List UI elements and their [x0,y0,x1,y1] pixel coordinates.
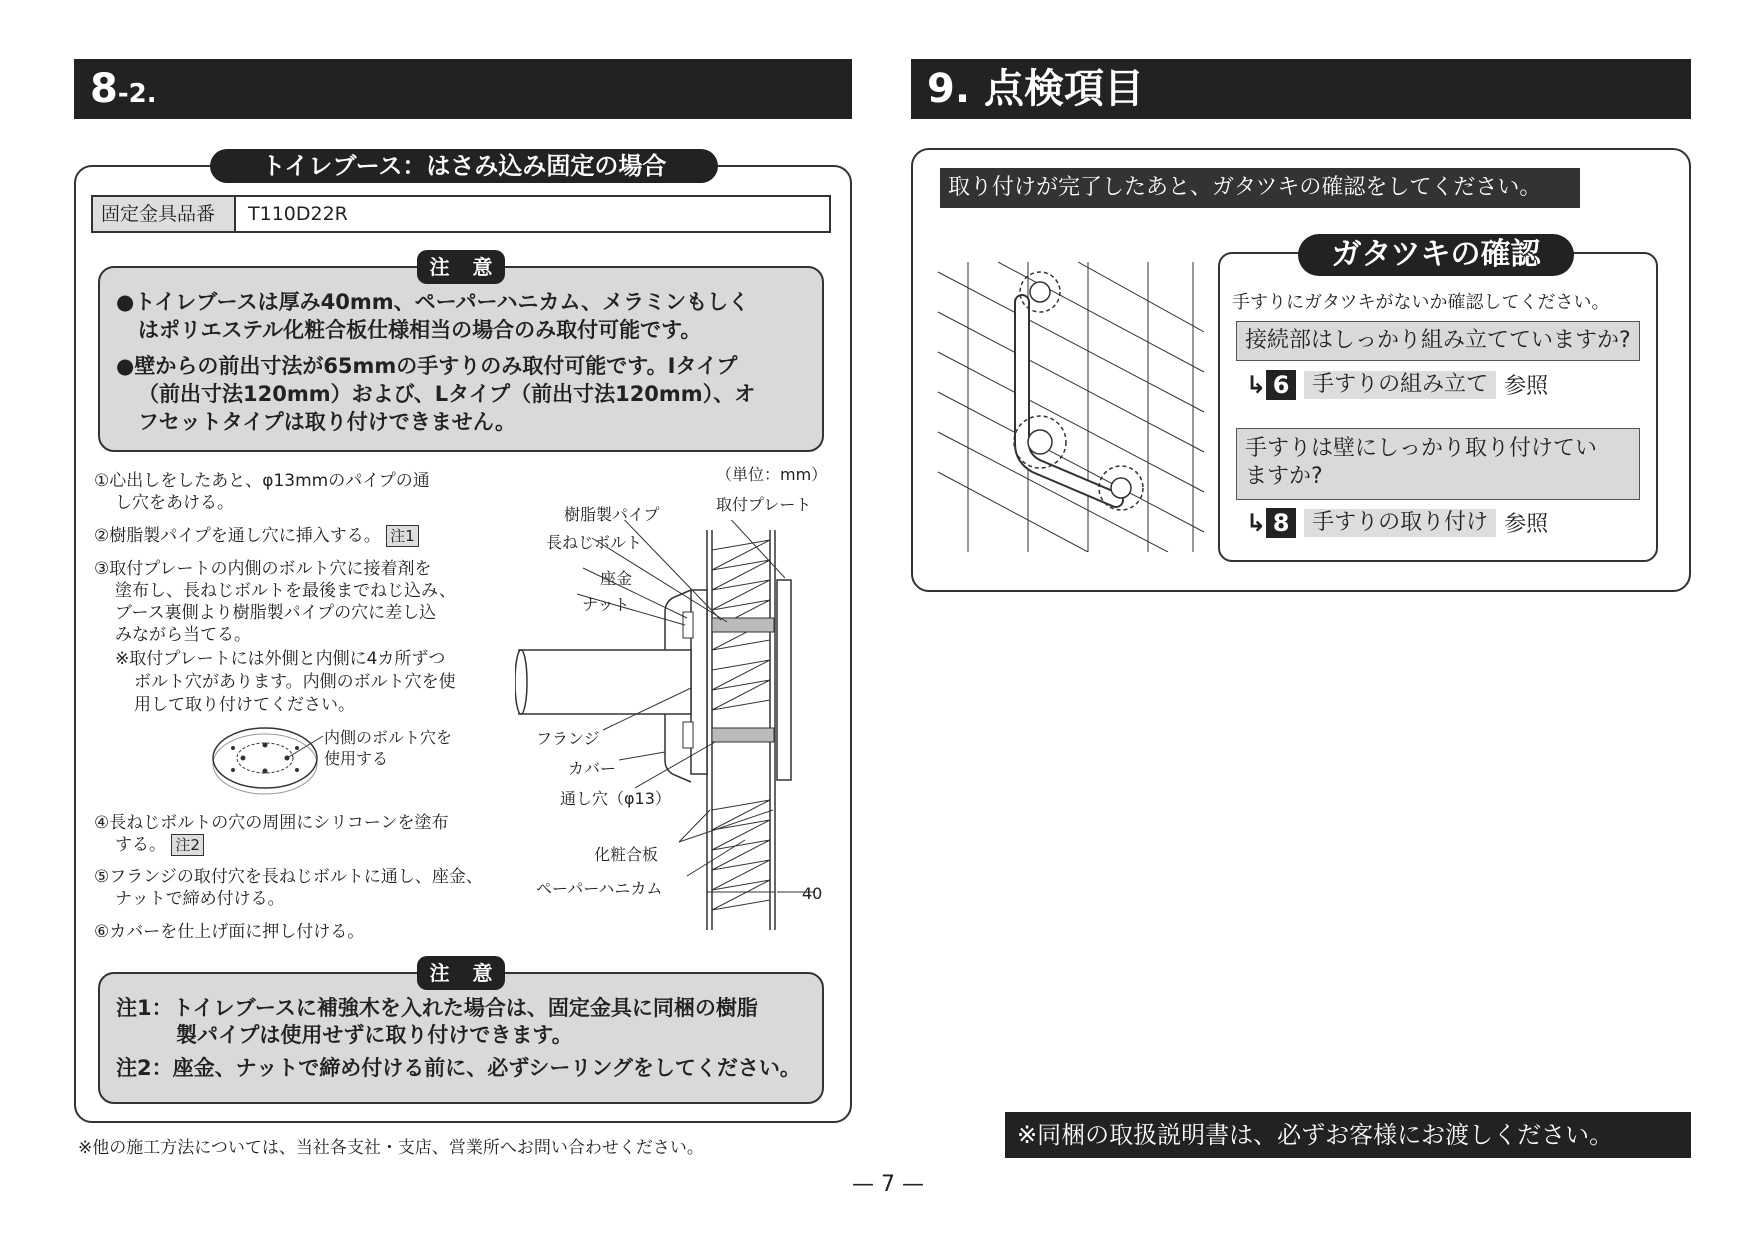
wobble-check-text: 手すりにガタツキがないか確認してください。 [1232,292,1610,313]
header-main: 8 [90,66,118,112]
arrow-icon: ↳ [1246,508,1267,537]
plate-label-b: 使用する [324,749,389,768]
label-through-hole: 通し穴（φ13） [560,789,671,808]
step-5a: ⑤フランジの取付穴を長ねじボルトに通し、座金、 [94,867,483,887]
caution-label-2: 注 意 [417,956,505,990]
caution2-line-1: 注1：トイレブースに補強木を入れた場合は、固定金具に同梱の樹脂 [116,996,758,1020]
caution1-line-2: はポリエステル化粧合板仕様相当の場合のみ取付可能です。 [138,318,702,342]
section-header-8-2 [74,59,852,119]
reference-6 [1246,369,1548,400]
spec-value: T110D22R [248,203,348,225]
step-3c: ブース裏側より樹脂製パイプの穴に差し込 [115,603,437,623]
step-3b: 塗布し、長ねじボルトを最後までねじ込み、 [115,581,457,601]
ref-6-number: 6 [1266,370,1296,400]
spec-row [91,195,831,233]
label-laminate: 化粧合板 [594,845,659,864]
caution1-line-5: フセットタイプは取り付けできません。 [138,410,516,434]
label-mounting-plate: 取付プレート [716,495,812,514]
label-resin-pipe: 樹脂製パイプ [564,505,660,524]
caution2-line-2: 製パイプは使用せずに取り付けできます。 [176,1023,573,1047]
footer-note-left: ※他の施工方法については、当社各支社・支店、営業所へお問い合わせください。 [78,1138,704,1158]
page-number: — 7 — [852,1172,924,1197]
ref-8-title: 手すりの取り付け [1304,509,1496,537]
mounting-plate-illustration [205,718,330,798]
plate-label-a: 内側のボルト穴を [324,728,453,747]
note-2-badge: 注2 [171,834,204,856]
reference-8 [1246,507,1548,538]
step-3d: みながら当てる。 [115,625,251,645]
label-honeycomb: ペーパーハニカム [536,879,663,898]
caution-label-1: 注 意 [417,250,505,284]
label-washer: 座金 [600,569,633,588]
step-3e: ※取付プレートには外側と内側に4カ所ずつ [115,649,446,669]
label-nut: ナット [582,595,630,614]
header-sub: -2. [117,79,157,109]
section-title: トイレブース：はさみ込み固定の場合 [210,149,718,183]
step-5b: ナットで締め付ける。 [115,889,285,909]
ref-8-see: 参照 [1504,512,1549,537]
wobble-check-title: ガタツキの確認 [1298,234,1574,276]
step-3a: ③取付プレートの内側のボルト穴に接着剤を [94,559,432,579]
ref-6-title: 手すりの組み立て [1304,371,1496,399]
caution1-line-1: ●トイレブースは厚み40mm、ペーパーハニカム、メラミンもしく [116,290,750,314]
caution1-line-3: ●壁からの前出寸法が65mmの手すりのみ取付可能です。Iタイプ [116,354,738,378]
q2-line-2: ますか? [1245,464,1323,489]
inspection-intro: 取り付けが完了したあと、ガタツキの確認をしてください。 [940,168,1580,208]
note-1-badge: 注1 [386,525,419,547]
arrow-icon: ↳ [1246,370,1267,399]
step-4 [115,834,204,856]
question-connection: 接続部はしっかり組み立てていますか? [1236,321,1640,361]
diagram-unit: （単位：mm） [716,465,828,484]
label-long-bolt: 長ねじボルト [546,533,643,552]
handrail-wall-illustration [938,262,1204,552]
spec-label: 固定金具品番 [93,197,236,231]
step-3f: ボルト穴があります。内側のボルト穴を使 [134,672,456,692]
ref-6-see: 参照 [1504,374,1549,399]
label-flange: フランジ [536,729,600,748]
step-6: ⑥カバーを仕上げ面に押し付ける。 [94,922,365,942]
question-wall-mount [1236,428,1640,500]
step-1b: し穴をあける。 [115,493,234,513]
step-3g: 用して取り付けてください。 [134,695,355,715]
step-2 [94,525,419,547]
q2-line-1: 手すりは壁にしっかり取り付けてい [1245,436,1598,461]
step-4a: ④長ねじボルトの穴の周囲にシリコーンを塗布 [94,813,449,833]
step-1a: ①心出しをしたあと、φ13mmのパイプの通 [94,471,430,491]
section-header-9: 9. 点検項目 [911,59,1691,119]
caution2-line-3: 注2：座金、ナットで締め付ける前に、必ずシーリングをしてください。 [116,1056,801,1080]
ref-8-number: 8 [1266,508,1296,538]
label-cover: カバー [568,759,617,778]
step-4b-text: する。 [115,835,166,855]
label-dimension: 40 [802,884,823,903]
footer-note-right: ※同梱の取扱説明書は、必ずお客様にお渡しください。 [1005,1112,1691,1158]
caution1-line-4: （前出寸法120mm）および、Lタイプ（前出寸法120mm）、オ [138,382,756,406]
step-2-text: ②樹脂製パイプを通し穴に挿入する。 [94,526,381,546]
